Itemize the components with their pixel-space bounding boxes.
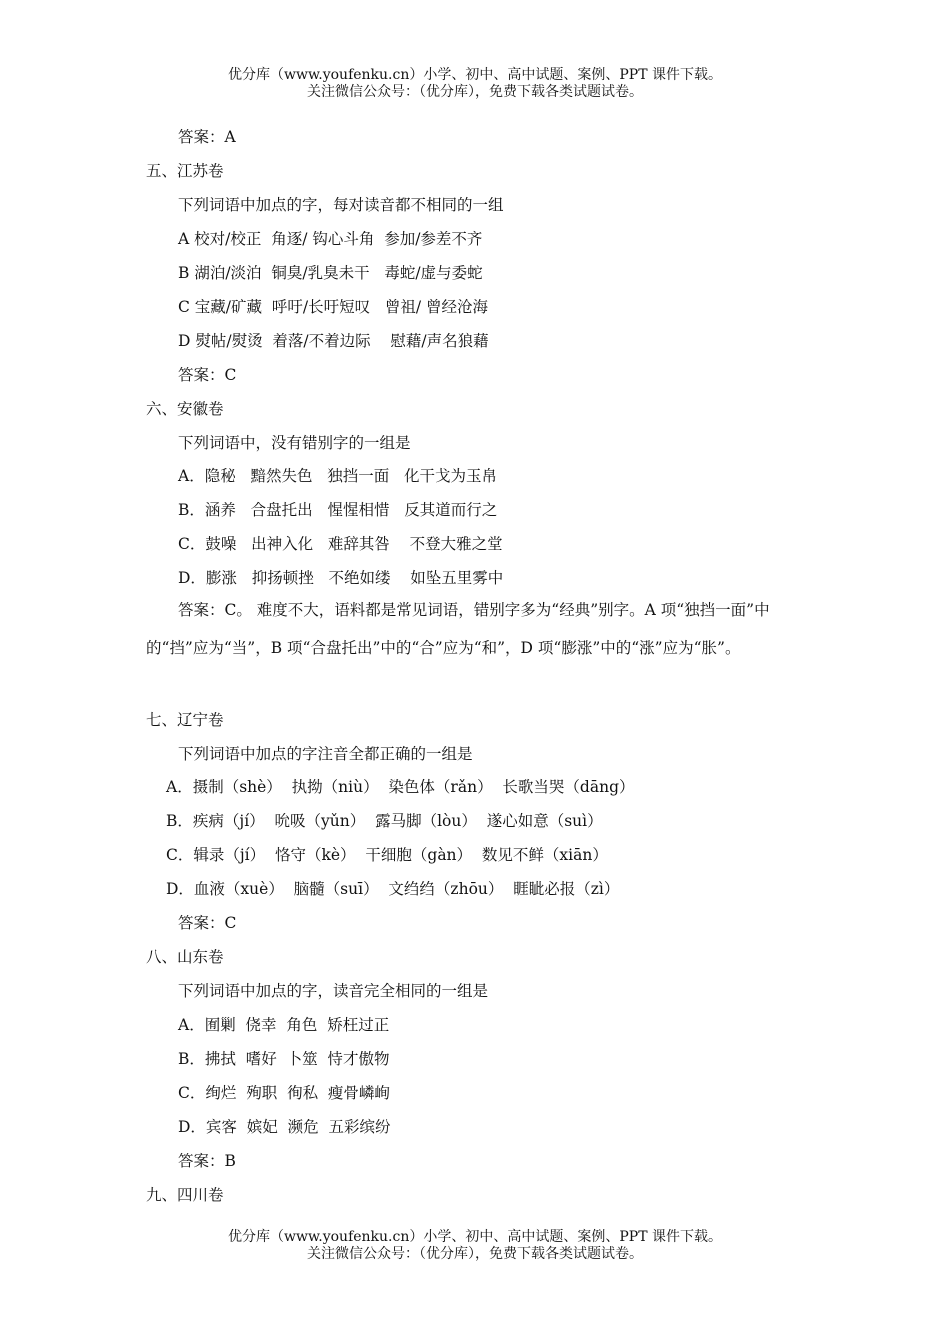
header-line-2: 关注微信公众号：（优分库），免费下载各类试题试卷。 [307,84,643,100]
q6-option-b: B．涵养 合盘托出 惺惺相惜 反其道而行之 [178,501,498,519]
q6-option-a: A．隐秘 黯然失色 独挡一面 化干戈为玉帛 [178,467,498,485]
q6-answer: 答案：C。 难度不大，语料都是常见词语，错别字多为“经典”别字。A 项“独挡一面”中的“挡”应为“当”，B 项“合盘托出”中的“合”应为“和”，D 项“膨涨”中的“涨”应为“胀”。 [146,601,770,657]
q6-heading: 六、安徽卷 [146,400,224,418]
q8-option-c: C．绚烂 殉职 徇私 瘦骨嶙峋 [178,1084,390,1102]
prev-answer: 答案：A [178,128,236,146]
q5-option-d: D 熨帖/熨烫 着落/不着边际 慰藉/声名狼藉 [178,332,489,350]
q5-answer: 答案：C [178,366,237,384]
q7-option-d: D．血液（xuè） 脑髓（suī） 文绉绉（zhōu） 睚眦必报（zì） [166,880,620,898]
q5-heading: 五、江苏卷 [146,162,224,180]
header-line-1: 优分库（www.youfenku.cn）小学、初中、高中试题、案例、PPT 课件下载。 [227,67,722,83]
q5-option-c: C 宝藏/矿藏 呼吁/长吁短叹 曾祖/ 曾经沧海 [178,298,489,316]
q8-option-b: B．拂拭 嗜好 卜筮 恃才傲物 [178,1050,390,1068]
q7-option-c: C．辑录（jí） 恪守（kè） 干细胞（gàn） 数见不鲜（xiān） [166,846,608,864]
q8-stem: 下列词语中加点的字，读音完全相同的一组是 [178,982,489,1000]
q5-stem: 下列词语中加点的字，每对读音都不相同的一组 [178,196,504,214]
q9-heading: 九、四川卷 [146,1186,224,1204]
q8-option-a: A．囿剿 侥幸 角色 矫枉过正 [178,1016,390,1034]
q7-answer: 答案：C [178,914,237,932]
q7-stem: 下列词语中加点的字注音全都正确的一组是 [178,745,473,763]
footer-line-1: 优分库（www.youfenku.cn）小学、初中、高中试题、案例、PPT 课件下载。 [227,1229,722,1245]
q8-answer: 答案：B [178,1152,236,1170]
page-header [0,67,950,101]
q6-option-d: D．膨涨 抑扬顿挫 不绝如缕 如坠五里雾中 [178,569,504,587]
footer-line-2: 关注微信公众号：（优分库），免费下载各类试题试卷。 [307,1246,643,1262]
q7-option-a: A．摄制（shè） 执拗（niù） 染色体（rǎn） 长歌当哭（dāng） [166,778,635,796]
q8-heading: 八、山东卷 [146,948,224,966]
q5-option-a: A 校对/校正 角逐/ 钩心斗角 参加/参差不齐 [178,230,483,248]
q6-option-c: C．鼓噪 出神入化 难辞其咎 不登大雅之堂 [178,535,503,553]
q6-stem: 下列词语中，没有错别字的一组是 [178,434,411,452]
q7-heading: 七、辽宁卷 [146,711,224,729]
q7-option-b: B．疾病（jí） 吮吸（yǔn） 露马脚（lòu） 遂心如意（suì） [166,812,603,830]
page-footer [0,1229,950,1263]
q8-option-d: D．宾客 嫔妃 濒危 五彩缤纷 [178,1118,391,1136]
q5-option-b: B 湖泊/淡泊 铜臭/乳臭未干 毒蛇/虚与委蛇 [178,264,483,282]
